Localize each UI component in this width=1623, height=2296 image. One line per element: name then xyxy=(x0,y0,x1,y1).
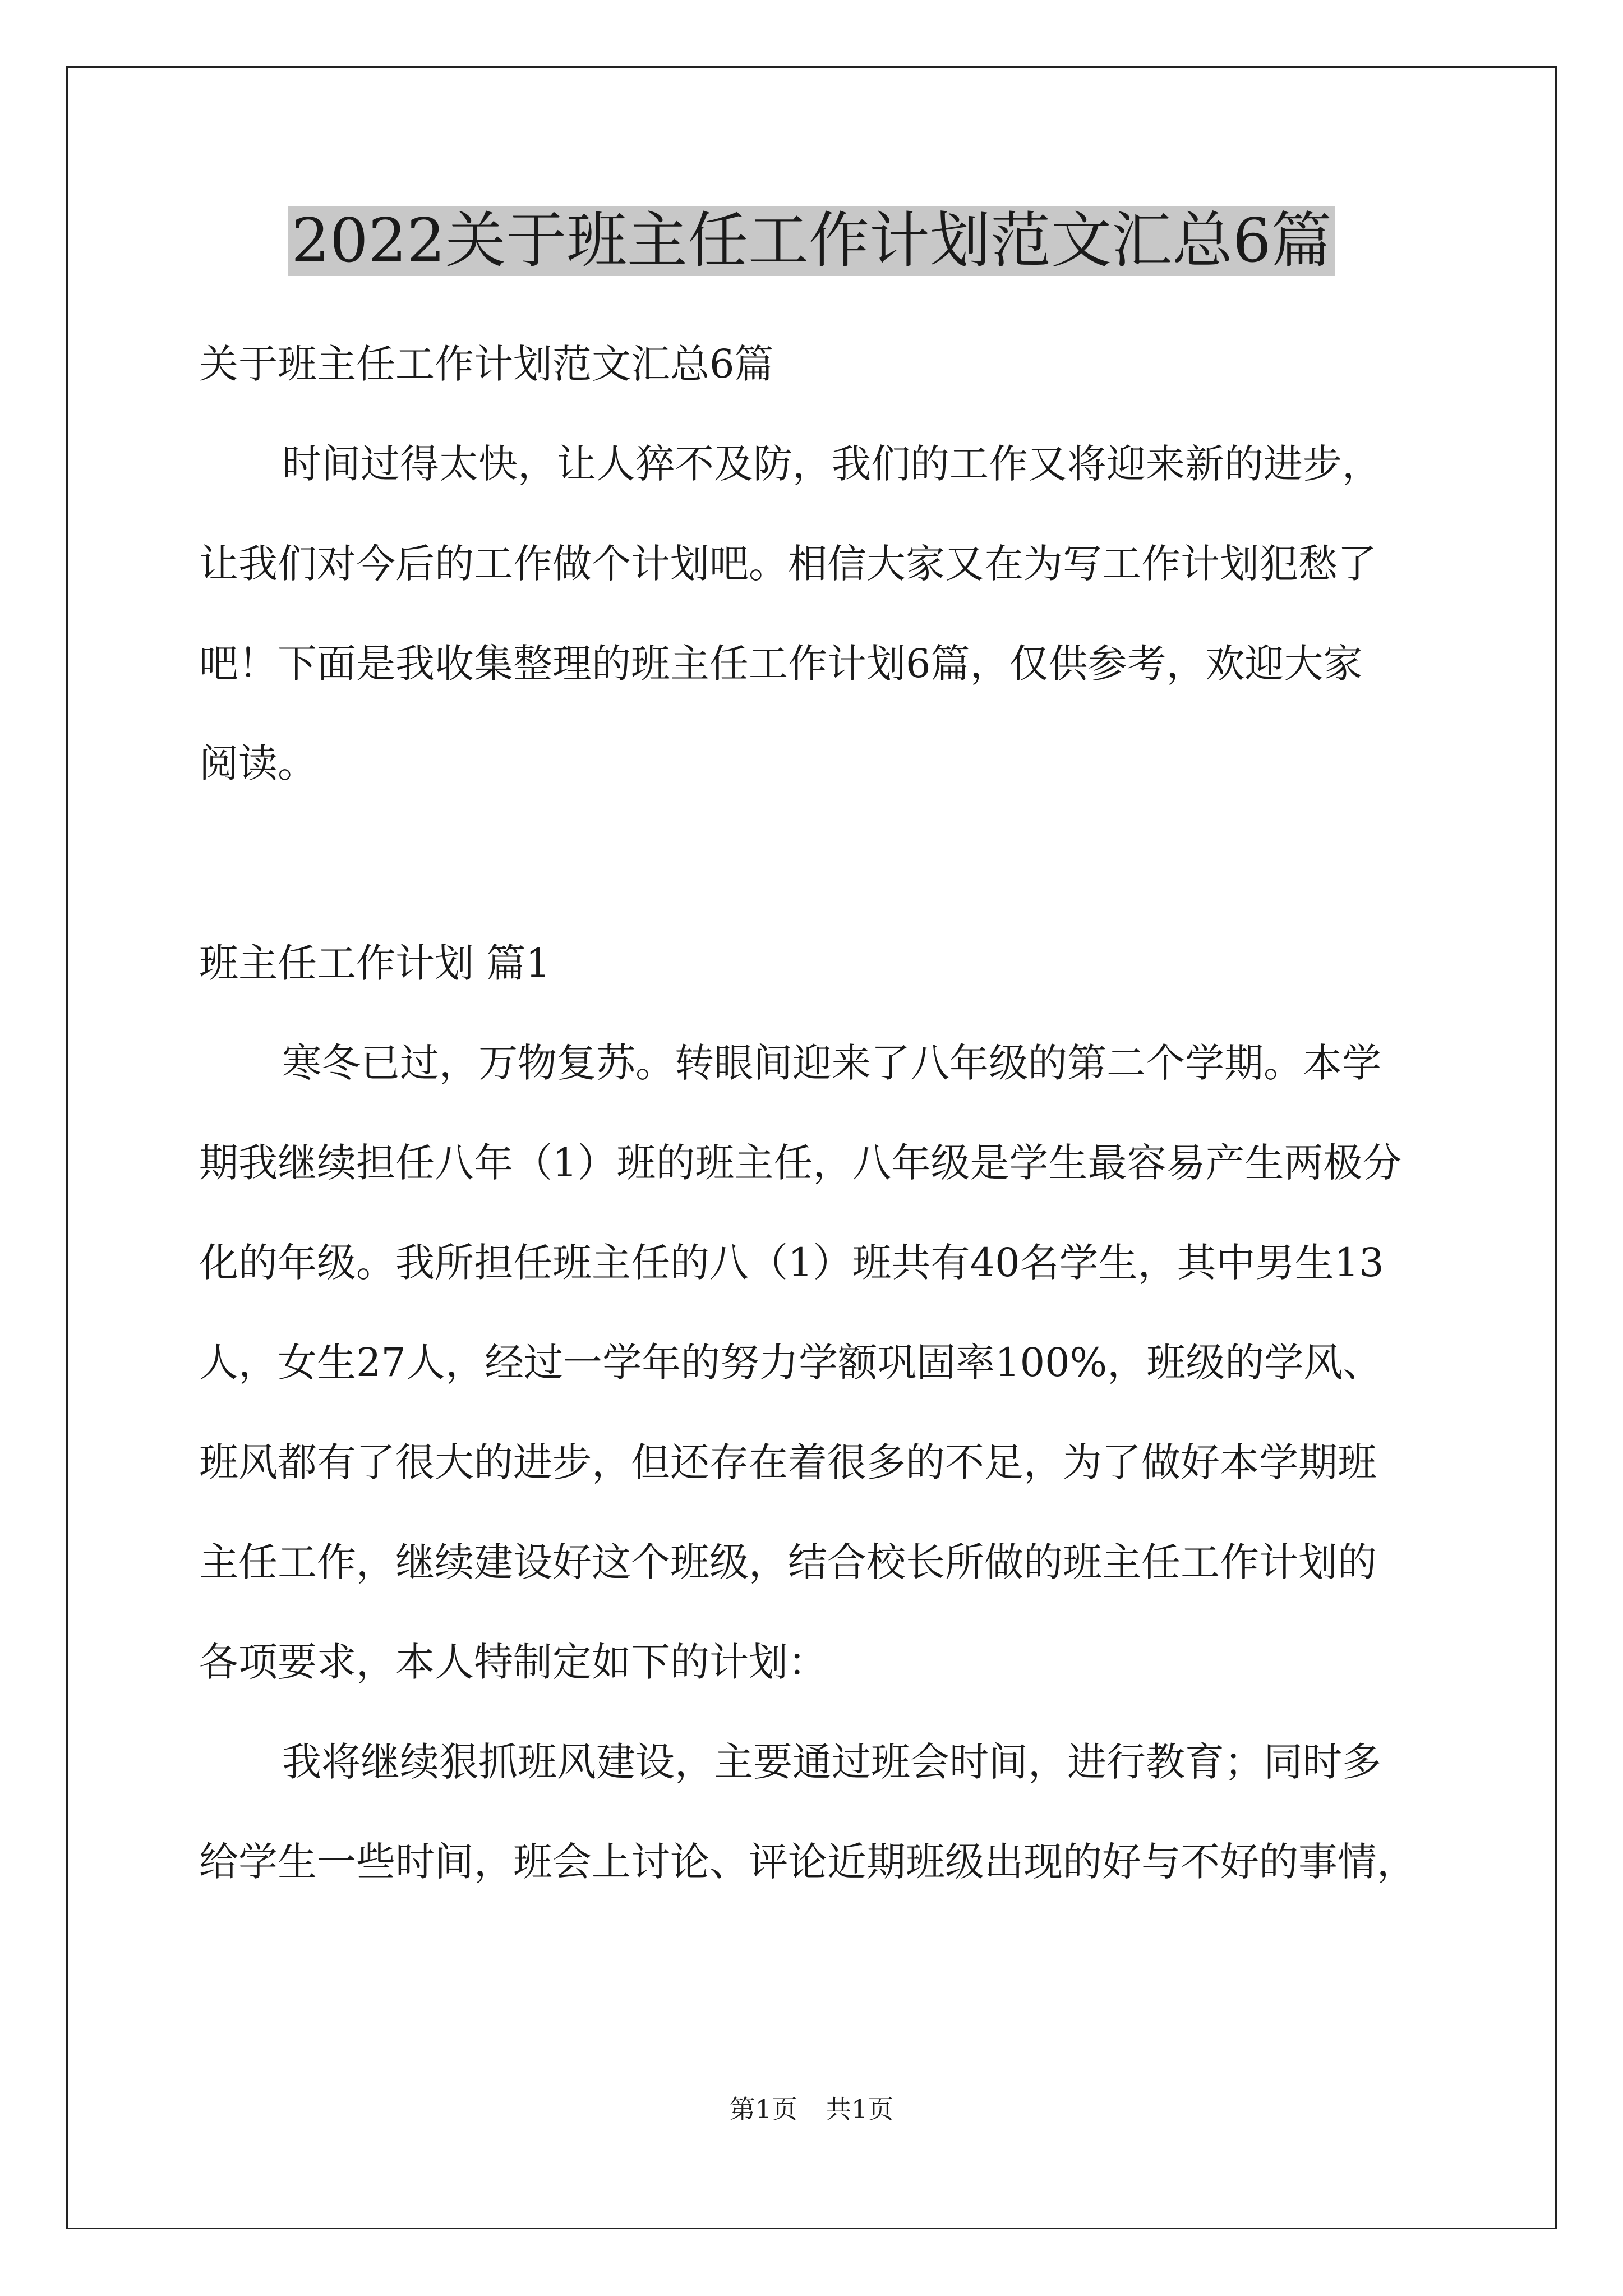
paragraph-line: 给学生一些时间，班会上讨论、评论近期班级出现的好与不好的事情， xyxy=(199,1839,1416,1885)
intro-line: 阅读。 xyxy=(199,740,317,786)
section-spacer xyxy=(199,813,1430,913)
intro-line: 让我们对今后的工作做个计划吧。相信大家又在为写工作计划犯愁了 xyxy=(199,541,1377,587)
intro-line: 时间过得太快，让人猝不及防，我们的工作又将迎来新的进步， xyxy=(282,441,1381,487)
paragraph-line: 我将继续狠抓班风建设，主要通过班会时间，进行教育；同时多 xyxy=(282,1739,1381,1785)
document-title xyxy=(0,199,1623,283)
section-heading: 班主任工作计划 篇1 xyxy=(199,940,551,986)
document-title-text: 2022关于班主任工作计划范文汇总6篇 xyxy=(288,206,1335,276)
page-footer xyxy=(0,2092,1623,2126)
page-total: 共1页 xyxy=(826,2094,894,2124)
paragraph-line: 主任工作，继续建设好这个班级，结合校长所做的班主任工作计划的 xyxy=(199,1539,1377,1585)
paragraph-line: 期我继续担任八年（1）班的班主任，八年级是学生最容易产生两极分 xyxy=(199,1140,1402,1186)
paragraph-line: 人，女生27人，经过一学年的努力学额巩固率100%，班级的学风、 xyxy=(199,1340,1382,1386)
paragraph-line: 班风都有了很大的进步，但还存在着很多的不足，为了做好本学期班 xyxy=(199,1439,1377,1485)
page-number: 第1页 xyxy=(729,2094,797,2124)
paragraph-line: 各项要求，本人特制定如下的计划： xyxy=(199,1639,827,1685)
paragraph-line: 化的年级。我所担任班主任的八（1）班共有40名学生，其中男生13 xyxy=(199,1240,1384,1286)
document-subtitle: 关于班主任工作计划范文汇总6篇 xyxy=(199,341,774,387)
intro-line: 吧！下面是我收集整理的班主任工作计划6篇，仅供参考，欢迎大家 xyxy=(199,641,1363,687)
document-body xyxy=(199,314,1430,1912)
paragraph-line: 寒冬已过，万物复苏。转眼间迎来了八年级的第二个学期。本学 xyxy=(282,1040,1381,1086)
